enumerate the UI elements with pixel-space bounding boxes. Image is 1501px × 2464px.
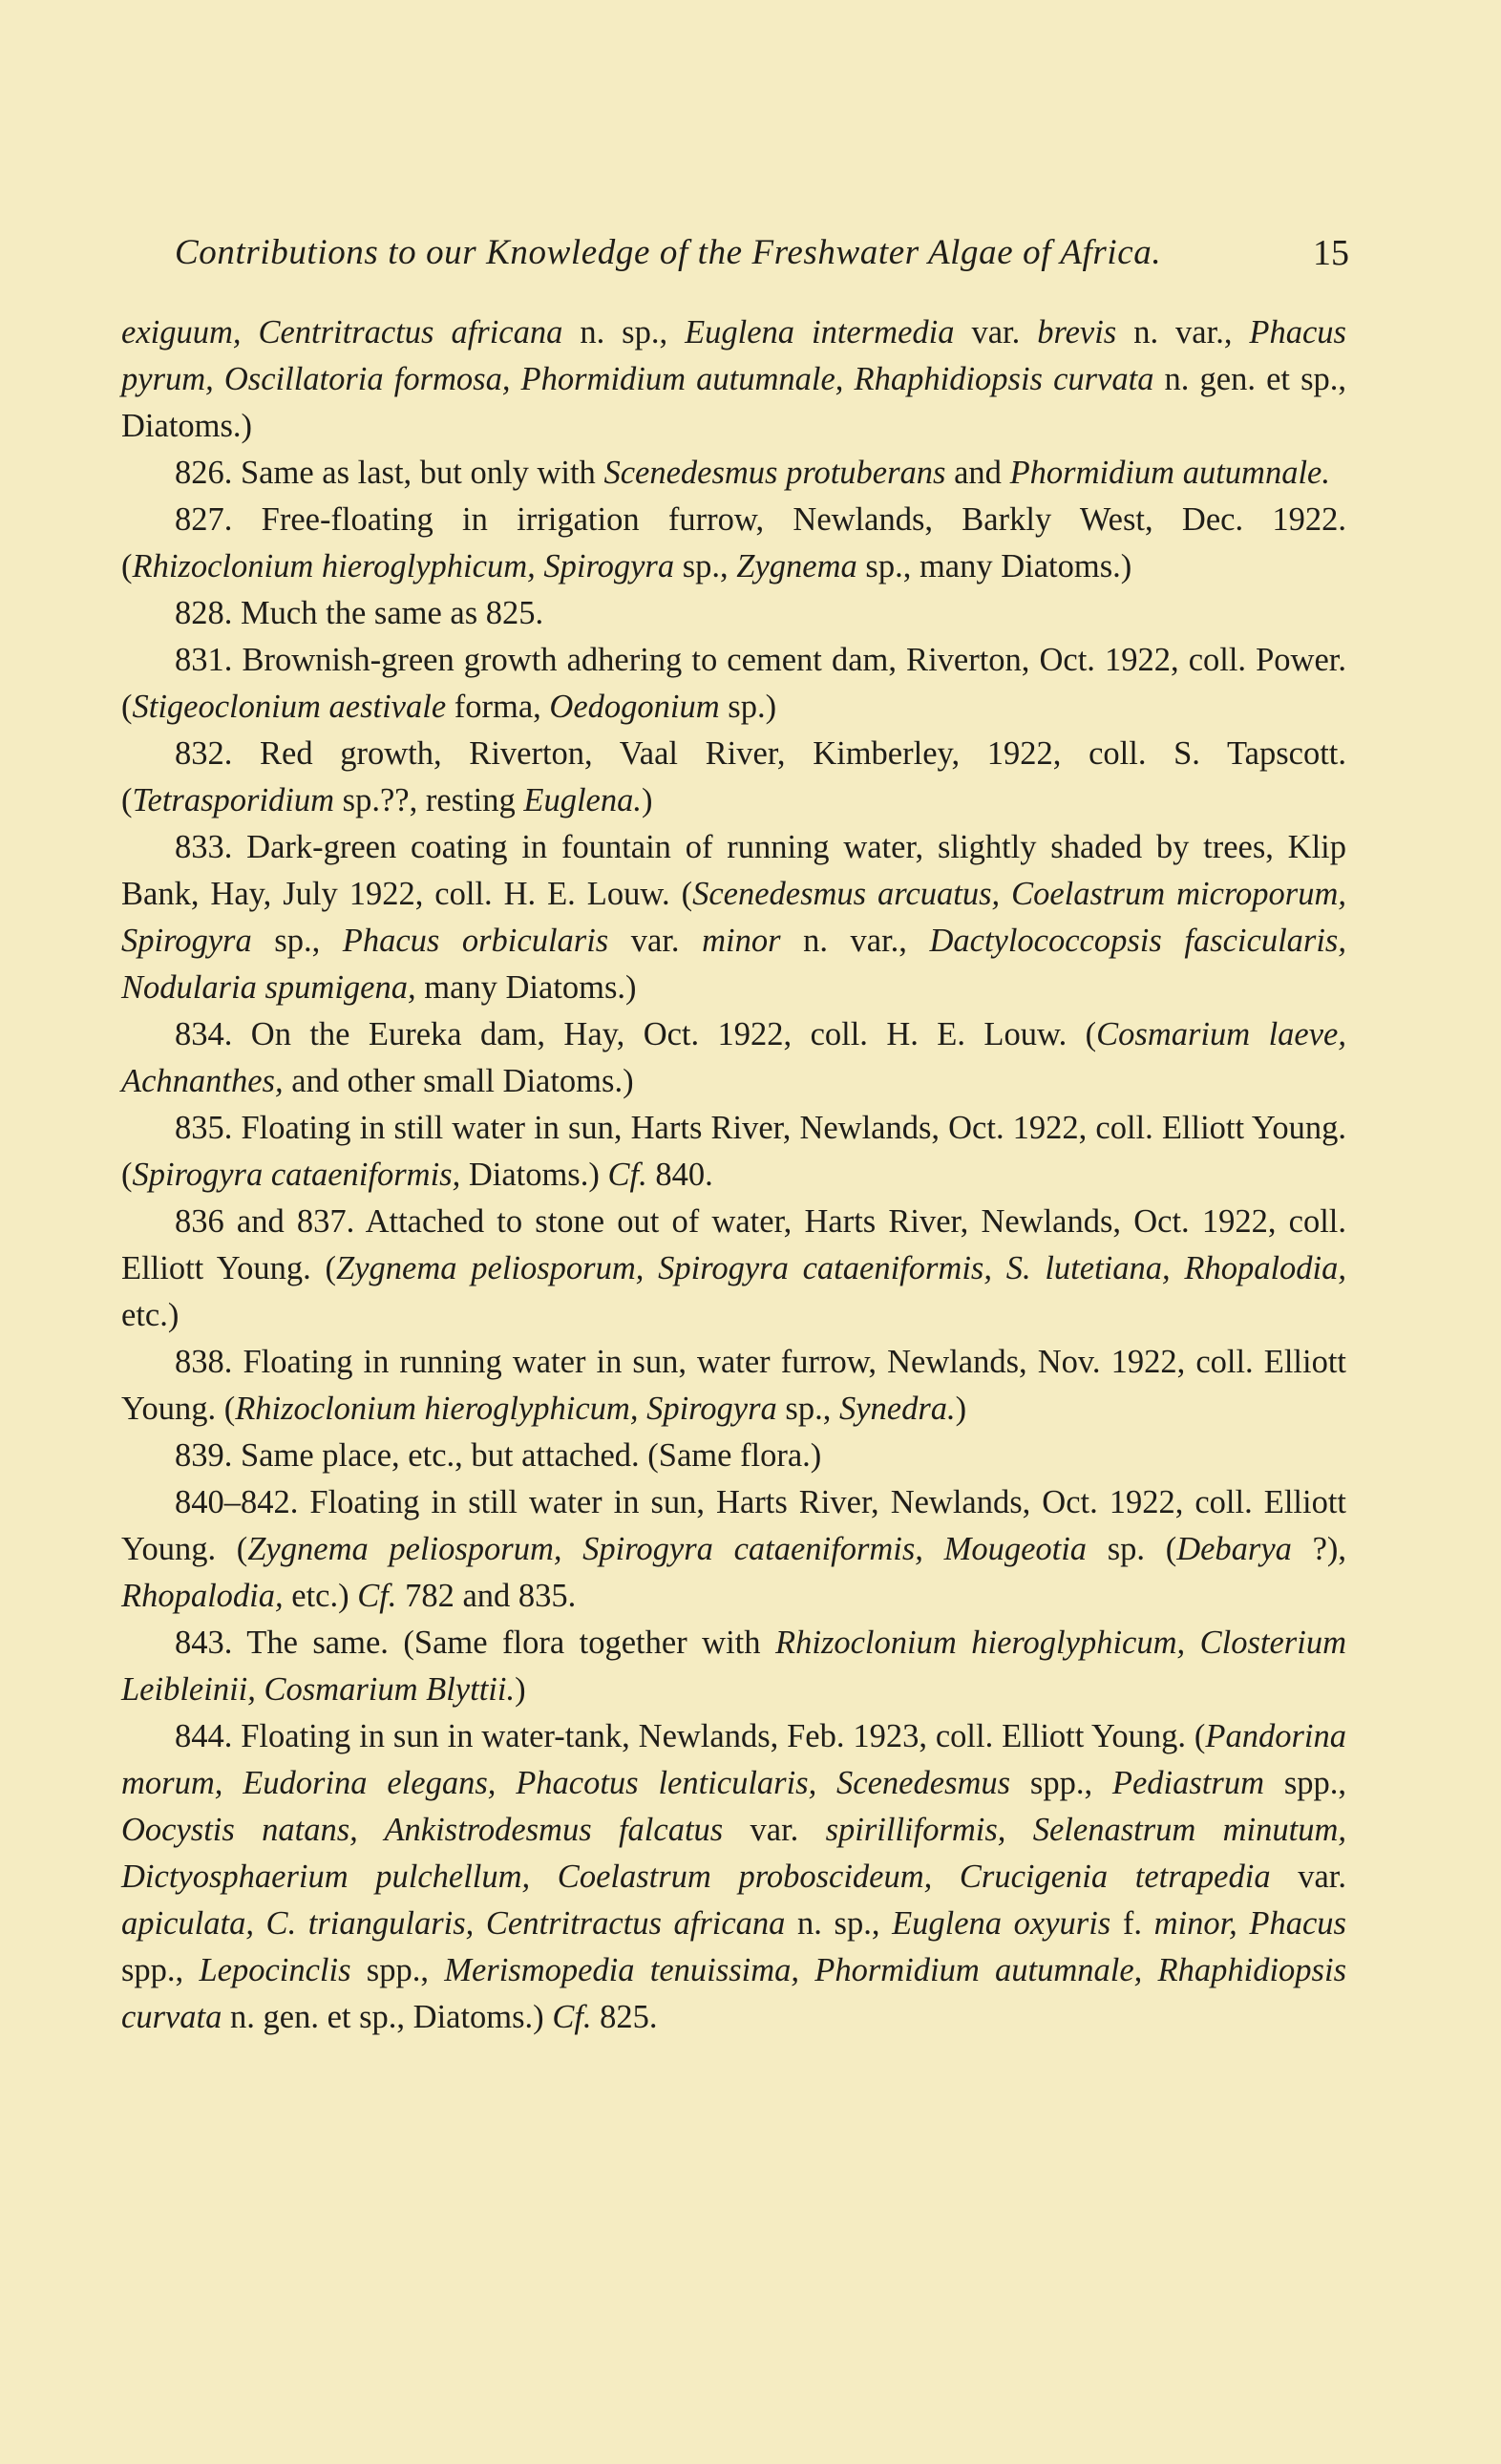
italic-text-run: Euglena. bbox=[523, 782, 642, 818]
italic-text-run: apiculata, C. triangularis, Centritractus africana bbox=[121, 1905, 786, 1942]
text-run: var. bbox=[954, 314, 1038, 350]
text-run: 826. Same as last, but only with bbox=[175, 455, 604, 491]
italic-text-run: exiguum, Centritractus africana bbox=[121, 314, 563, 350]
italic-text-run: Oocystis natans, Ankistrodesmus falcatus bbox=[121, 1812, 724, 1848]
italic-text-run: Debarya bbox=[1176, 1531, 1292, 1567]
text-run: 840. bbox=[646, 1157, 713, 1193]
text-run: 839. Same place, etc., but attached. (Same flora.) bbox=[175, 1437, 822, 1474]
text-run: var. bbox=[608, 923, 703, 959]
text-run: sp., bbox=[776, 1391, 839, 1427]
italic-text-run: Scenedesmus protuberans bbox=[603, 455, 946, 491]
text-run: spp., bbox=[121, 1952, 200, 1988]
text-run: n. gen. et sp., Diatoms.) bbox=[222, 1999, 553, 2035]
italic-text-run: Scenedesmus arcuatus, Coelastrum microporum, Spirogyra bbox=[121, 876, 1346, 959]
text-run: sp. ( bbox=[1087, 1531, 1177, 1567]
text-run: and bbox=[945, 455, 1010, 491]
paragraph-831 bbox=[121, 637, 1346, 731]
paragraph-838 bbox=[121, 1339, 1346, 1433]
italic-text-run: Rhopalodia, bbox=[121, 1578, 284, 1614]
italic-text-run: Phacus orbicularis bbox=[342, 923, 609, 959]
running-title: Contributions to our Knowledge of the Freshwater Algae of Africa. bbox=[175, 233, 1162, 272]
text-run: 833. Dark-green coating in fountain of running water, slightly shaded by trees, Klip Bank, Hay, July 1922, coll. H. E. Louw. ( bbox=[121, 829, 1346, 912]
italic-text-run: Cf. bbox=[607, 1157, 647, 1193]
text-run: var. bbox=[1270, 1859, 1346, 1895]
italic-text-run: Zygnema bbox=[736, 548, 857, 584]
italic-text-run: Zygnema peliosporum, Spirogyra cataeniformis, Mougeotia bbox=[247, 1531, 1088, 1567]
italic-text-run: Dactylococcopsis fascicularis, Nodularia spumigena, bbox=[121, 923, 1346, 1006]
paragraph-828 bbox=[121, 590, 1346, 637]
italic-text-run: Cf. bbox=[552, 1999, 592, 2035]
italic-text-run: Rhizoclonium hieroglyphicum, Spirogyra bbox=[235, 1391, 777, 1427]
paragraph-840-842 bbox=[121, 1479, 1346, 1620]
italic-text-run: Spirogyra cataeniformis, bbox=[132, 1157, 461, 1193]
italic-text-run: Synedra. bbox=[838, 1391, 956, 1427]
paragraph-833 bbox=[121, 824, 1346, 1011]
text-run: Diatoms.) bbox=[460, 1157, 608, 1193]
text-run: etc.) bbox=[283, 1578, 358, 1614]
text-run: sp., bbox=[251, 923, 343, 959]
text-run: 838. Floating in running water in sun, water furrow, Newlands, Nov. 1922, coll. Elliott Young. ( bbox=[121, 1344, 1346, 1427]
italic-text-run: Pandorina morum, Eudorina elegans, Phacotus lenticularis, Scenedesmus bbox=[121, 1718, 1346, 1801]
text-run: etc.) bbox=[121, 1297, 180, 1333]
italic-text-run: Pediastrum bbox=[1111, 1765, 1264, 1801]
italic-text-run: Merismopedia tenuissima, Phormidium autumnale, Rhaphidiopsis curvata bbox=[121, 1952, 1346, 2035]
italic-text-run: Lepocinclis bbox=[199, 1952, 351, 1988]
text-run: var. bbox=[723, 1812, 826, 1848]
text-run: 832. Red growth, Riverton, Vaal River, Kimberley, 1922, coll. S. Tapscott. ( bbox=[121, 735, 1346, 818]
paragraph-844 bbox=[121, 1713, 1346, 2041]
paragraph-continuation bbox=[121, 309, 1346, 450]
italic-text-run: Phacus pyrum, Oscillatoria formosa, Phormidium autumnale, Rhaphidiopsis curvata bbox=[121, 314, 1346, 397]
italic-text-run: spirilliformis, Selenastrum minutum, Dictyosphaerium pulchellum, Coelastrum proboscideum, Crucigenia tetrapedia bbox=[121, 1812, 1346, 1895]
italic-text-run: Oedogonium bbox=[549, 689, 720, 725]
text-run: n. var., bbox=[780, 923, 930, 959]
italic-text-run: Rhizoclonium hieroglyphicum, Spirogyra bbox=[132, 548, 675, 584]
text-run: n. sp., bbox=[785, 1905, 893, 1942]
body-text bbox=[121, 309, 1346, 2041]
text-run: sp.) bbox=[719, 689, 777, 725]
italic-text-run: Cf. bbox=[357, 1578, 397, 1614]
text-run: ) bbox=[515, 1671, 526, 1708]
text-run: ) bbox=[641, 782, 653, 818]
running-header bbox=[175, 229, 1349, 277]
italic-text-run: Euglena oxyuris bbox=[892, 1905, 1111, 1942]
text-run: 835. Floating in still water in sun, Harts River, Newlands, Oct. 1922, coll. Elliott Young. ( bbox=[121, 1110, 1346, 1193]
text-run: spp., bbox=[350, 1952, 445, 1988]
text-run: 782 and 835. bbox=[396, 1578, 577, 1614]
italic-text-run: Tetrasporidium bbox=[132, 782, 335, 818]
text-run: 844. Floating in sun in water-tank, Newlands, Feb. 1923, coll. Elliott Young. ( bbox=[175, 1718, 1206, 1754]
text-run: 834. On the Eureka dam, Hay, Oct. 1922, coll. H. E. Louw. ( bbox=[175, 1016, 1097, 1052]
text-run: ?), bbox=[1291, 1531, 1346, 1567]
text-run: n. gen. et sp., Diatoms.) bbox=[121, 361, 1346, 444]
text-run: forma, bbox=[446, 689, 550, 725]
text-run: 828. Much the same as 825. bbox=[175, 595, 544, 631]
text-run: spp., bbox=[1263, 1765, 1346, 1801]
text-run: spp., bbox=[1010, 1765, 1112, 1801]
italic-text-run: minor bbox=[702, 923, 781, 959]
text-run: f. bbox=[1110, 1905, 1154, 1942]
paragraph-826 bbox=[121, 450, 1346, 497]
text-run: sp., many Diatoms.) bbox=[856, 548, 1132, 584]
page-number: 15 bbox=[1313, 233, 1349, 273]
paragraph-843 bbox=[121, 1620, 1346, 1713]
text-run: sp.??, resting bbox=[334, 782, 524, 818]
text-run: n. sp., bbox=[562, 314, 686, 350]
text-run: ) bbox=[955, 1391, 967, 1427]
text-run: sp., bbox=[674, 548, 737, 584]
text-run: 827. Free-floating in irrigation furrow, Newlands, Barkly West, Dec. 1922. ( bbox=[121, 501, 1346, 584]
italic-text-run: Stigeoclonium aestivale bbox=[132, 689, 447, 725]
italic-text-run: Phormidium autumnale. bbox=[1009, 455, 1330, 491]
italic-text-run: Cosmarium laeve, Achnanthes, bbox=[121, 1016, 1346, 1099]
text-run: 840–842. Floating in still water in sun, Harts River, Newlands, Oct. 1922, coll. Elliott Young. ( bbox=[121, 1484, 1346, 1567]
paragraph-832 bbox=[121, 731, 1346, 824]
text-run: 831. Brownish-green growth adhering to cement dam, Riverton, Oct. 1922, coll. Power. ( bbox=[121, 642, 1346, 725]
text-run: many Diatoms.) bbox=[415, 969, 637, 1006]
italic-text-run: Rhizoclonium hieroglyphicum, Closterium Leibleinii, Cosmarium Blyttii. bbox=[121, 1625, 1346, 1708]
italic-text-run: Euglena intermedia bbox=[685, 314, 955, 350]
paragraph-836-837 bbox=[121, 1199, 1346, 1339]
text-run: n. var., bbox=[1116, 314, 1250, 350]
text-run: and other small Diatoms.) bbox=[283, 1063, 634, 1099]
text-run: 825. bbox=[591, 1999, 658, 2035]
paragraph-827 bbox=[121, 497, 1346, 590]
paragraph-834 bbox=[121, 1011, 1346, 1105]
paragraph-839 bbox=[121, 1433, 1346, 1479]
italic-text-run: Zygnema peliosporum, Spirogyra cataeniformis, S. lutetiana, Rhopalodia, bbox=[336, 1250, 1346, 1286]
text-run: 836 and 837. Attached to stone out of water, Harts River, Newlands, Oct. 1922, coll. Elliott Young. ( bbox=[121, 1203, 1346, 1286]
italic-text-run: minor, Phacus bbox=[1153, 1905, 1346, 1942]
italic-text-run: brevis bbox=[1037, 314, 1117, 350]
text-run: 843. The same. (Same flora together with bbox=[175, 1625, 776, 1661]
paragraph-835 bbox=[121, 1105, 1346, 1199]
